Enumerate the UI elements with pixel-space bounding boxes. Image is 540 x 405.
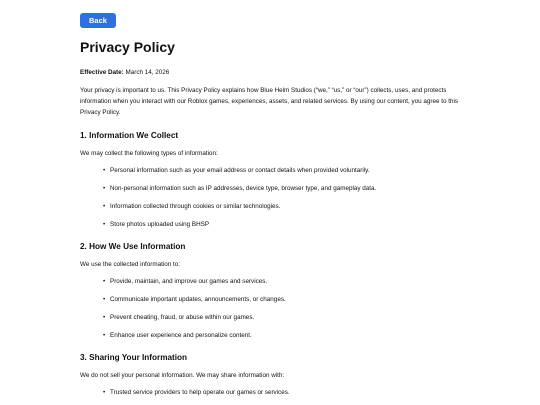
page-title: Privacy Policy (80, 39, 175, 55)
list-item (80, 166, 470, 175)
section-lead: We use the collected information to: (80, 261, 180, 268)
list-item (80, 184, 470, 193)
effective-date (80, 68, 470, 77)
list-item (80, 388, 470, 397)
section-list (80, 277, 470, 340)
bullet-icon: • (103, 332, 106, 339)
list-item-text: Prevent cheating, fraud, or abuse within our games. (110, 314, 255, 321)
section-sharing-your-information (80, 352, 470, 397)
list-item (80, 202, 470, 211)
section-how-we-use-information (80, 241, 470, 340)
list-item-text: Trusted service providers to help operate our games or services. (110, 389, 290, 396)
policy-content (80, 38, 470, 397)
list-item-text: Store photos uploaded using BHSP (110, 221, 210, 228)
effective-date-value: March 14, 2026 (125, 69, 170, 76)
list-item-text: Personal information such as your email address or contact details when provided voluntarily. (110, 167, 370, 174)
bullet-icon: • (103, 314, 106, 321)
list-item-text: Enhance user experience and personalize content. (110, 332, 252, 339)
bullet-icon: • (103, 167, 106, 174)
section-heading: 3. Sharing Your Information (80, 353, 188, 362)
intro-paragraph: Your privacy is important to us. This Privacy Policy explains how Blue Helm Studios (“we,” “us,” or “our”) collects, uses, and protects information when you interact with our Roblox games, experiences, assets, and related services. By using our content, you agree to this Privacy Policy. (80, 87, 459, 116)
effective-date-label: Effective Date: (80, 69, 124, 76)
back-button[interactable]: Back (80, 13, 116, 28)
list-item (80, 313, 470, 322)
list-item-text: Provide, maintain, and improve our games and services. (110, 278, 268, 285)
list-item-text: Information collected through cookies or similar technologies. (110, 203, 281, 210)
section-list (80, 166, 470, 229)
bullet-icon: • (103, 221, 106, 228)
bullet-icon: • (103, 389, 106, 396)
bullet-icon: • (103, 278, 106, 285)
section-information-we-collect (80, 130, 470, 229)
list-item-text: Non-personal information such as IP addresses, device type, browser type, and gameplay data. (110, 185, 377, 192)
section-lead: We may collect the following types of information: (80, 150, 218, 157)
list-item (80, 331, 470, 340)
list-item (80, 220, 470, 229)
section-list (80, 388, 470, 397)
list-item (80, 295, 470, 304)
section-heading: 1. Information We Collect (80, 131, 179, 140)
bullet-icon: • (103, 185, 106, 192)
list-item (80, 277, 470, 286)
bullet-icon: • (103, 296, 106, 303)
section-heading: 2. How We Use Information (80, 242, 186, 251)
bullet-icon: • (103, 203, 106, 210)
list-item-text: Communicate important updates, announcements, or changes. (110, 296, 286, 303)
section-lead: We do not sell your personal information. We may share information with: (80, 372, 285, 379)
